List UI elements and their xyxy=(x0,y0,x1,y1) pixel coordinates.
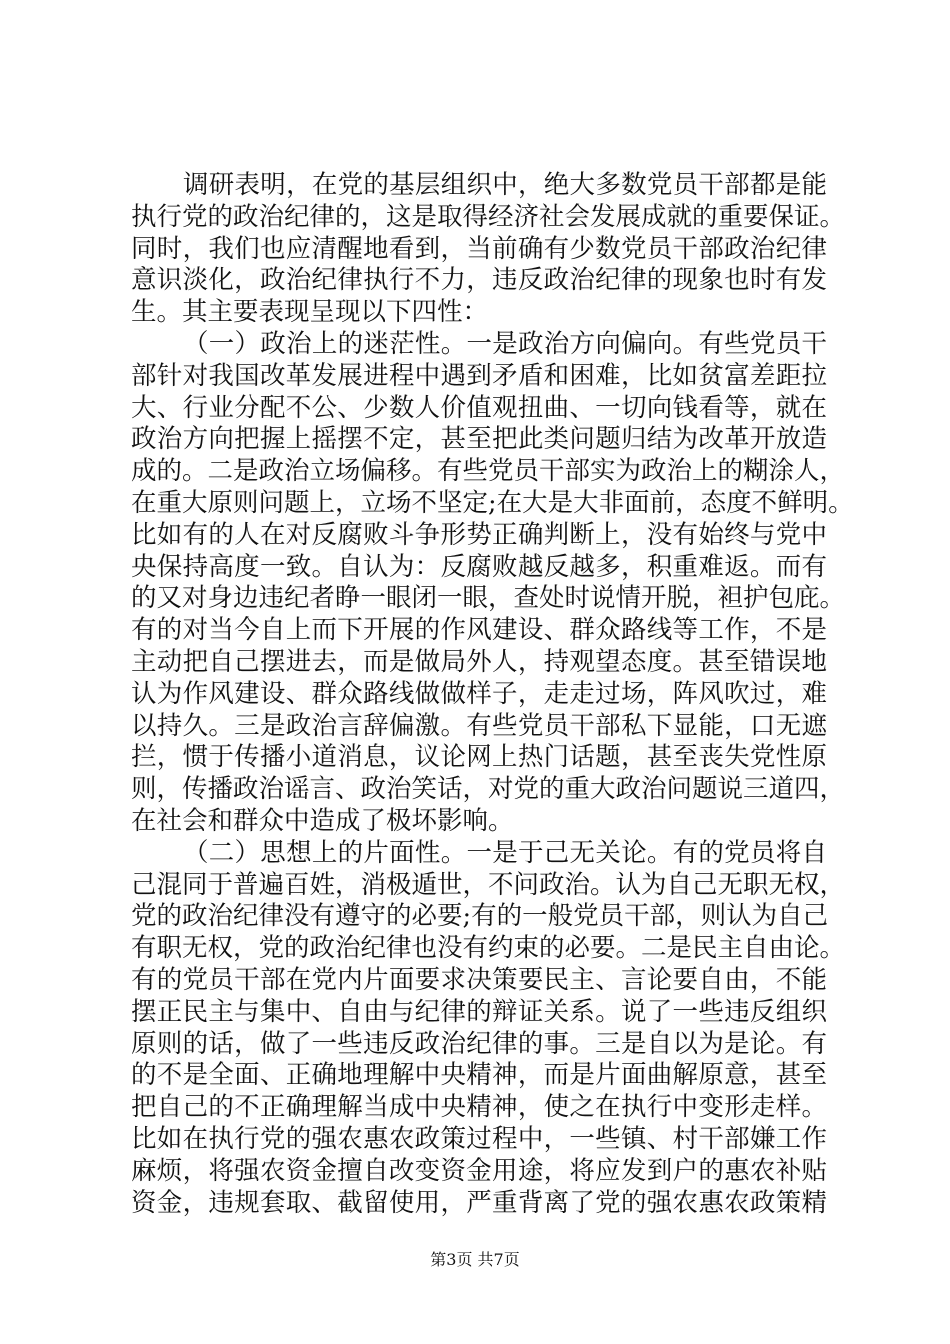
text-line: 大、行业分配不公、少数人价值观扭曲、一切向钱看等，就在 xyxy=(131,392,827,423)
text-line: 有职无权，党的政治纪律也没有约束的必要。二是民主自由论。 xyxy=(131,933,846,964)
text-line: 认为作风建设、群众路线做做样子，走走过场，阵风吹过，难 xyxy=(131,678,827,709)
text-line: 己混同于普遍百姓，消极遁世，不问政治。认为自己无职无权， xyxy=(131,869,846,900)
text-line: 执行党的政治纪律的，这是取得经济社会发展成就的重要保证。 xyxy=(131,201,846,232)
text-line: 比如在执行党的强农惠农政策过程中，一些镇、村干部嫌工作 xyxy=(131,1123,827,1154)
text-line: 成的。二是政治立场偏移。有些党员干部实为政治上的糊涂人， xyxy=(131,456,846,487)
text-line: 部针对我国改革发展进程中遇到矛盾和困难，比如贫富差距拉 xyxy=(131,360,827,391)
text-line: 有的对当今自上而下开展的作风建设、群众路线等工作，不是 xyxy=(131,615,827,646)
text-line: 有的党员干部在党内片面要求决策要民主、言论要自由，不能 xyxy=(131,964,827,995)
text-line: （一）政治上的迷茫性。一是政治方向偏向。有些党员干 xyxy=(183,328,827,359)
text-line: 生。其主要表现呈现以下四性： xyxy=(131,297,489,328)
text-line: 的不是全面、正确地理解中央精神，而是片面曲解原意，甚至 xyxy=(131,1060,827,1091)
body-text xyxy=(131,170,854,1219)
text-line: 以持久。三是政治言辞偏激。有些党员干部私下显能，口无遮 xyxy=(131,710,827,741)
text-line: 原则的话，做了一些违反政治纪律的事。三是自以为是论。有 xyxy=(131,1028,827,1059)
text-line: 意识淡化，政治纪律执行不力，违反政治纪律的现象也时有发 xyxy=(131,265,827,296)
page-footer: 第3页 共7页 xyxy=(430,1250,520,1269)
text-line: 党的政治纪律没有遵守的必要;有的一般党员干部，则认为自己 xyxy=(131,901,829,932)
text-line: 把自己的不正确理解当成中央精神，使之在执行中变形走样。 xyxy=(131,1092,827,1123)
text-line: 的又对身边违纪者睁一眼闭一眼，查处时说情开脱，袒护包庇。 xyxy=(131,583,846,614)
text-line: 比如有的人在对反腐败斗争形势正确判断上，没有始终与党中 xyxy=(131,519,827,550)
text-line: 在社会和群众中造成了极坏影响。 xyxy=(131,805,514,836)
text-line: 在重大原则问题上，立场不坚定;在大是大非面前，态度不鲜明。 xyxy=(131,487,854,518)
text-line: 同时，我们也应清醒地看到，当前确有少数党员干部政治纪律 xyxy=(131,233,827,264)
text-line: 央保持高度一致。自认为：反腐败越反越多，积重难返。而有 xyxy=(131,551,827,582)
text-line: 麻烦，将强农资金擅自改变资金用途，将应发到户的惠农补贴 xyxy=(131,1155,827,1186)
text-line: 政治方向把握上摇摆不定，甚至把此类问题归结为改革开放造 xyxy=(131,424,827,455)
text-line: （二）思想上的片面性。一是于己无关论。有的党员将自 xyxy=(183,837,827,868)
text-line: 调研表明，在党的基层组织中，绝大多数党员干部都是能 xyxy=(183,170,827,200)
text-line: 摆正民主与集中、自由与纪律的辩证关系。说了一些违反组织 xyxy=(131,996,827,1027)
text-line: 资金，违规套取、截留使用，严重背离了党的强农惠农政策精 xyxy=(131,1187,827,1218)
text-line: 拦，惯于传播小道消息，议论网上热门话题，甚至丧失党性原 xyxy=(131,742,827,773)
text-line: 则，传播政治谣言、政治笑话，对党的重大政治问题说三道四， xyxy=(131,774,846,805)
text-line: 主动把自己摆进去，而是做局外人，持观望态度。甚至错误地 xyxy=(131,646,827,677)
